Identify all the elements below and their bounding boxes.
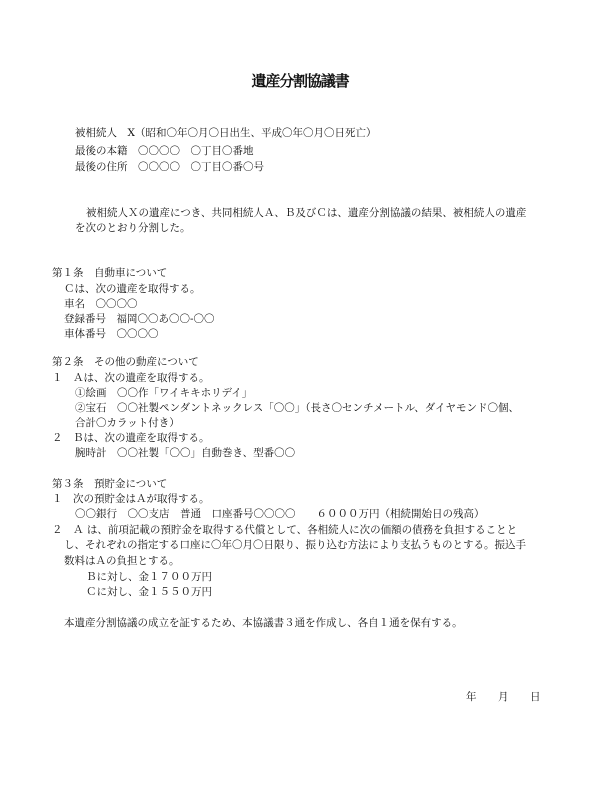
article1-heading: 第１条 自動車について: [52, 267, 168, 279]
article1-line: 車体番号 〇〇〇〇: [64, 328, 159, 340]
document-title: 遺産分割協議書: [251, 72, 349, 90]
date-day-label: 日: [530, 691, 541, 703]
article2-line: 腕時計 〇〇社製「〇〇」自動巻き、型番〇〇: [75, 447, 296, 459]
article1-line: Ｃは、次の遺産を取得する。: [64, 283, 201, 295]
article3-line: Ｂに対し、金１７００万円: [86, 571, 212, 583]
article1-line: 登録番号 福岡〇〇あ〇〇-〇〇: [64, 313, 215, 325]
decedent-domicile-line: 最後の本籍 〇〇〇〇 〇丁目〇番地: [75, 145, 254, 157]
article3-line: １ 次の預貯金はＡが取得する。: [52, 493, 210, 505]
decedent-address-line: 最後の住所 〇〇〇〇 〇丁目〇番〇号: [75, 161, 264, 173]
article1-line: 車名 〇〇〇〇: [64, 298, 138, 310]
decedent-name-line: 被相続人 X（昭和〇年〇月〇日出生、平成〇年〇月〇日死亡）: [75, 127, 377, 139]
article2-line: ②宝石 〇〇社製ペンダントネックレス「〇〇」（長さ〇センチメートル、ダイヤモンド〇個、: [75, 402, 520, 414]
article2-line: ２ Ｂは、次の遺産を取得する。: [52, 432, 210, 444]
article2-line: ①絵画 〇〇作「ワイキキホリデイ」: [75, 387, 253, 399]
date-month-label: 月: [498, 691, 509, 703]
article2-line: １ Ａは、次の遺産を取得する。: [52, 372, 210, 384]
date-year-label: 年: [466, 691, 477, 703]
article2-heading: 第２条 その他の動産について: [52, 356, 199, 368]
article3-heading: 第３条 預貯金について: [52, 478, 168, 490]
article3-line: し、それぞれの指定する口座に〇年〇月〇日限り、振り込む方法により支払うものとする。振込手: [64, 539, 526, 551]
article2-line: 合計〇カラット付き）: [75, 417, 180, 429]
article3-line: Ｃに対し、金１５５０万円: [86, 586, 212, 598]
article3-line: ２ Ａ は、前項記載の預貯金を取得する代償として、各相続人に次の価額の債務を負担することと: [52, 524, 518, 536]
intro-line-2: を次のとおり分割した。: [75, 222, 191, 234]
intro-line-1: 被相続人Ｘの遺産につき、共同相続人Ａ、Ｂ及びＣは、遺産分割協議の結果、被相続人の遺産: [86, 207, 527, 219]
closing-statement: 本遺産分割協議の成立を証するため、本協議書３通を作成し、各自１通を保有する。: [64, 617, 463, 629]
article3-line: 数料はＡの負担とする。: [64, 555, 180, 567]
article3-line: 〇〇銀行 〇〇支店 普通 口座番号〇〇〇〇 ６０００万円（相続開始日の残高）: [75, 508, 485, 520]
